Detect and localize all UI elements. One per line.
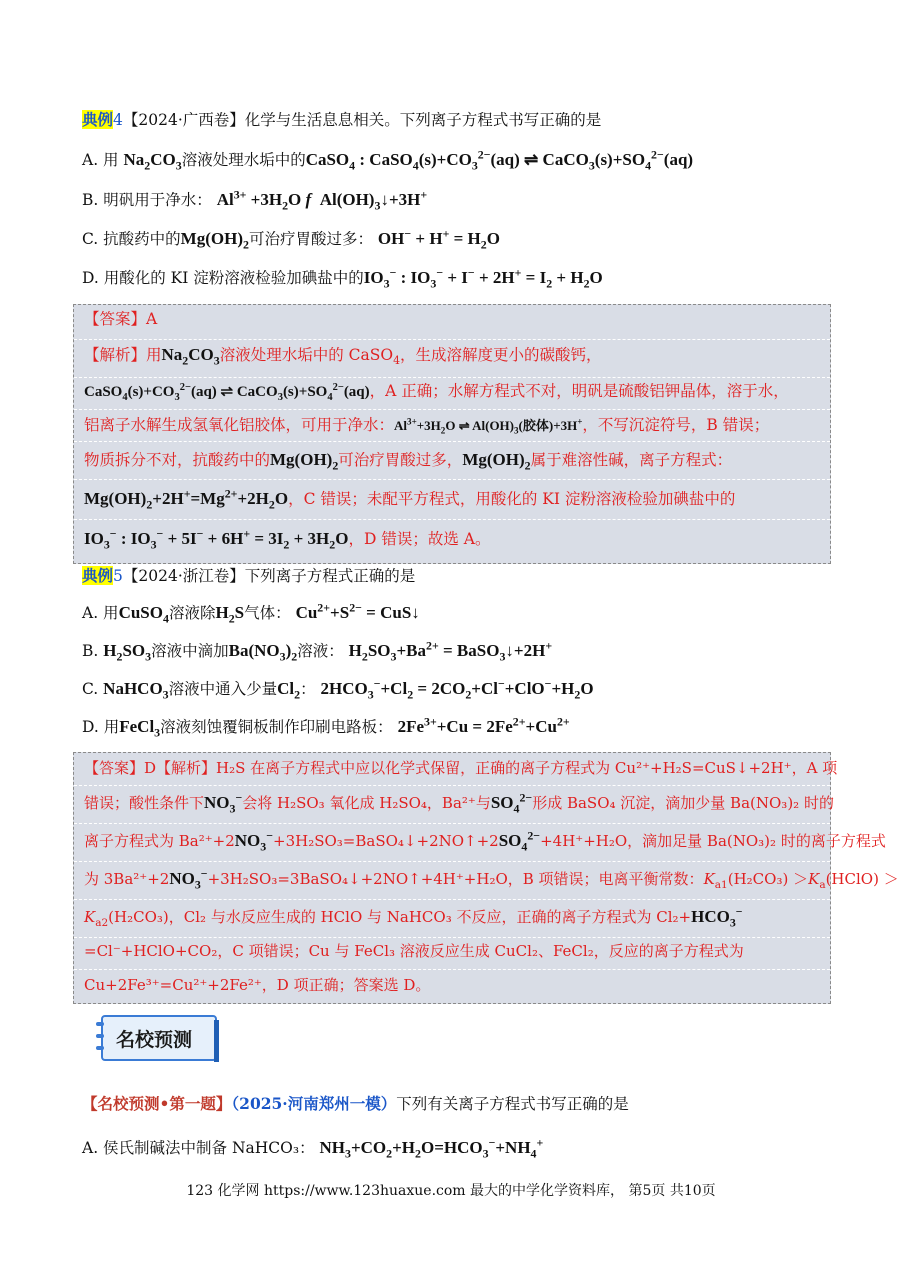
- page-footer: 123 化学网 https://www.123huaxue.com 最大的中学化学资料库， 第5页 共10页: [186, 1183, 716, 1199]
- ex4-stem: 典例4【2024·广西卷】化学与生活息息相关。下列离子方程式书写正确的是: [82, 110, 602, 129]
- ex5-option-b: B. $H_2SO_3$溶液中滴加$Ba(NO_3)_2$溶液： $H_2SO_3+Ba^{2+}$ = BaSO$_3$↓+2H+: [82, 638, 553, 664]
- ex4-option-b: B. 明矾用于净水： $Al^{3+} +3H_2O$ f $Al(OH)_3↓+3H^+$: [82, 187, 428, 213]
- pred-option-a: A. 侯氏制碱法中制备 NaHCO₃： $NH_3+CO_2+H_2O=HCO_3^-+NH_4^+$: [82, 1135, 544, 1161]
- ex4-analysis-2: $CaSO_4(s)+CO_3^{2-}(aq)$ ⇌ $CaCO_3(s)+SO_4^{2-}(aq)$，A 正确；水解方程式不对，明矾是硫酸铝钾晶体，溶于水，: [84, 382, 789, 403]
- example-tag: 典例: [82, 566, 114, 585]
- ex4-option-c: C. 抗酸药中的$Mg(OH)_2$可治疗胃酸过多： $OH^- + H^+ = H_2O$: [82, 226, 500, 252]
- section-badge: [96, 1012, 220, 1064]
- ex5-analysis-7: Cu+2Fe³⁺=Cu²⁺+2Fe²⁺，D 项正确；答案选 D。: [84, 976, 431, 994]
- ex5-analysis-3: 离子方程式为 $Ba^{2+}+2NO_3^-+3H_2SO_3=BaSO_4↓+2NO↑+2SO_4^{2-}+4H^++H_2O$，滴加足量 Ba(NO₃)₂ 时的离子方程式: [84, 828, 886, 854]
- example-tag: 典例: [82, 110, 114, 129]
- ex5-option-c: C. NaHCO$_3$溶液中通入少量$Cl_2$： $2HCO_3^-+Cl_2 = 2CO_2+Cl^-+ClO^-+H_2O$: [82, 676, 594, 702]
- pred-stem: 【名校预测•第一题】（2025·河南郑州一模）下列有关离子方程式书写正确的是: [82, 1094, 629, 1113]
- ex5-stem: 典例5【2024·浙江卷】下列离子方程式正确的是: [82, 566, 416, 585]
- ex5-analysis-6: =Cl⁻+HClO+CO₂，C 项错误；Cu 与 FeCl₃ 溶液反应生成 CuCl₂、FeCl₂，反应的离子方程式为: [84, 942, 744, 960]
- ex5-analysis-4: 为 $3Ba^{2+}+2NO_3^-+3H_2SO_3=3BaSO_4↓+2NO↑+4H^++H_2O$，B 项错误；电离平衡常数：$K_{a1}(H_2CO_3)$ $>K_a(HClO)$ ＞: [84, 866, 899, 892]
- ex4-analysis-3: 铝离子水解生成氢氧化铝胶体，可用于净水：$Al^{3+}+3H_2O$ ⇌ $Al(OH)_3$(胶体)+3H+，不写沉淀符号，B 错误；: [84, 416, 770, 436]
- ex4-analysis-4: 物质拆分不对，抗酸药中的$Mg(OH)_2$可治疗胃酸过多，$Mg(OH)_2$属于难溶性碱，离子方程式：: [84, 450, 733, 473]
- ex5-answer-box: [73, 752, 899, 1004]
- ex5-analysis-5: $K_{a2}(H_2CO_3)$，Cl₂ 与水反应生成的 HClO 与 NaHCO₃ 不反应，正确的离子方程式为 $Cl_2+HCO_3^-$: [84, 904, 743, 930]
- ex4-answer: 【答案】A: [84, 310, 158, 328]
- ex4-analysis-6: $IO_3^-$ : $IO_3^- + 5I^- + 6H^+ = 3I_2 + 3H_2O$，D 错误；故选 A。: [84, 526, 491, 552]
- badge-label: 名校预测: [116, 1029, 193, 1051]
- ex5-analysis-1: 【答案】D【解析】H₂S 在离子方程式中应以化学式保留，正确的离子方程式为 Cu²⁺+H₂S=CuS↓+2H⁺，A 项: [84, 759, 838, 777]
- ex4-analysis-1: 【解析】用$Na_2CO_3$溶液处理水垢中的 CaSO$_4$，生成溶解度更小的碳酸钙，: [84, 345, 602, 368]
- ex4-answer-box: [73, 304, 831, 564]
- ex5-option-d: D. 用FeCl$_3$溶液刻蚀覆铜板制作印刷电路板： $2Fe^{3+}+Cu = 2Fe^{2+}+Cu^{2+}$: [82, 714, 570, 740]
- ex5-analysis-2: 错误；酸性条件下$NO_3^-$会将 H₂SO₃ 氧化成 H₂SO₄，Ba²⁺与$SO_4^{2-}$形成 BaSO₄ 沉淀，滴加少量 Ba(NO₃)₂ 时的: [84, 790, 834, 816]
- ex5-option-a: A. 用CuSO$_4$溶液除$H_2S$气体： $Cu^{2+}+S^{2-}$ = CuS↓: [82, 600, 420, 626]
- ex4-analysis-5: $Mg(OH)_2+2H^+=Mg^{2+}+2H_2O$，C 错误；未配平方程式，用酸化的 KI 淀粉溶液检验加碘盐中的: [84, 486, 736, 512]
- ex4-option-d: D. 用酸化的 KI 淀粉溶液检验加碘盐中的$IO_3^-$ : $IO_3^- + I^- + 2H^+ = I_2 + H_2O$: [82, 265, 603, 291]
- ex4-option-a: A. 用 $Na_2CO_3$溶液处理水垢中的CaSO$_4$ : $CaSO_4(s)+CO_3^{2-}(aq)$ ⇌ $CaCO_3(s)+SO_4^{2-}(aq)$: [82, 147, 694, 173]
